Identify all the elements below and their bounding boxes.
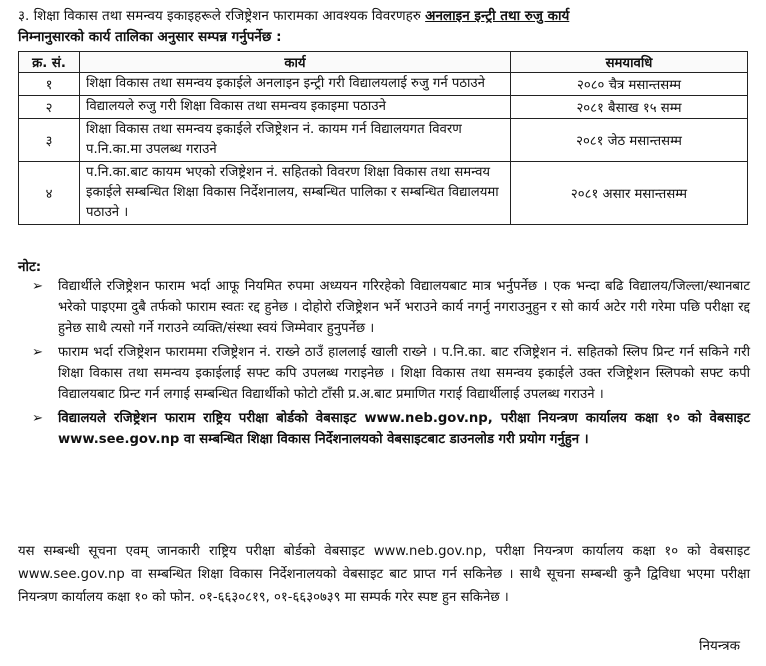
notes-list [18,276,750,453]
table-row [19,119,748,162]
arrow-bullet-icon: ➢ [32,345,44,360]
heading-line2: निम्नानुसारको कार्य तालिका अनुसार सम्पन्न गर्नुपर्नेछ : [18,29,282,45]
row-task: प.नि.का.बाट कायम भएको रजिष्ट्रेशन नं. सहितको विवरण शिक्षा विकास तथा समन्वय इकाईले सम्बन्धित शिक्षा विकास निर्देशनालय, सम्बन्धित पालिका र सम्बन्धित विद्यालयमा पठाउने । [80,162,511,225]
note-item [18,276,750,339]
closing-paragraph: यस सम्बन्धी सूचना एवम् जानकारी राष्ट्रिय परीक्षा बोर्डको वेबसाइट www.neb.gov.np, परीक्षा नियन्त्रण कार्यालय कक्षा १० को वेबसाइट www.see.gov.np वा सम्बन्धित शिक्षा विकास निर्देशनालयको वेबसाइट बाट प्राप्त गर्न सकिनेछ । साथै सूचना सम्बन्धी कुनै द्विविधा भएमा परीक्षा नियन्त्रण कार्यालय कक्षा १० को फोन. ०१-६६३०८१९, ०१-६६३०७३९ मा सम्पर्क गरेर स्पष्ट हुन सकिनेछ । [18,544,750,605]
heading-emphasis: अनलाइन इन्ट्री तथा रुजु कार्य [425,8,570,24]
note-label: नोट: [18,259,42,275]
row-task: शिक्षा विकास तथा समन्वय इकाईले अनलाइन इन्ट्री गरी विद्यालयलाई रुजु गर्न पठाउने [80,73,511,96]
note-item [18,342,750,405]
header-date: समयावधि [511,52,748,73]
heading-prefix: ३. शिक्षा विकास तथा समन्वय इकाइहरूले रजिष्ट्रेशन फारामका आवश्यक विवरणहरु [18,8,426,24]
row-task: शिक्षा विकास तथा समन्वय इकाईले रजिष्ट्रेशन नं. कायम गर्न विद्यालयगत विवरण प.नि.का.मा उपलब्ध गराउने [80,119,511,162]
row-serial: १ [19,73,80,96]
note-item [18,408,750,450]
row-date: २०८१ बैसाख १५ सम्म [511,96,748,119]
schedule-table [18,51,748,225]
note-text: विद्यार्थीले रजिष्ट्रेशन फाराम भर्दा आफू नियमित रुपमा अध्ययन गरिरहेको विद्यालयबाट मात्र भर्नुपर्नेछ । एक भन्दा बढि विद्यालय/जिल्ला/स्थानबाट भरेको पाइएमा दुबै तर्फको फाराम स्वतः रद्द हुनेछ । दोहोरो रजिष्ट्रेशन भर्ने भराउने कार्य नगर्नु नगराउनुहुन र सो कार्य अटेर गरी गरेमा पछि परीक्षा रद्द हुनेछ साथै त्यसो गर्ने गराउने व्यक्ति/संस्था स्वयं जिम्मेवार हुनुपर्नेछ । [58,279,750,336]
header-serial: क्र. सं. [19,52,80,73]
row-serial: ४ [19,162,80,225]
header-task: कार्य [80,52,511,73]
note-text: विद्यालयले रजिष्ट्रेशन फाराम राष्ट्रिय परीक्षा बोर्डको वेबसाइट www.neb.gov.np, परीक्षा नियन्त्रण कार्यालय कक्षा १० को वेबसाइट www.see.gov.np वा सम्बन्धित शिक्षा विकास निर्देशनालयको वेबसाइटबाट डाउनलोड गरी प्रयोग गर्नुहुन । [58,411,750,447]
arrow-bullet-icon: ➢ [32,411,44,426]
arrow-bullet-icon: ➢ [32,279,44,294]
signature: नियन्त्रक [698,638,740,654]
table-row [19,96,748,119]
table-header-row [19,52,748,73]
row-date: २०८० चैत्र मसान्तसम्म [511,73,748,96]
row-serial: २ [19,96,80,119]
row-date: २०८१ जेठ मसान्तसम्म [511,119,748,162]
table-row [19,162,748,225]
section-heading [18,6,750,48]
row-task: विद्यालयले रुजु गरी शिक्षा विकास तथा समन्वय इकाइमा पठाउने [80,96,511,119]
note-text: फाराम भर्दा रजिष्ट्रेशन फाराममा रजिष्ट्रेशन नं. राख्ने ठाउँ हाललाई खाली राख्ने । प.नि.का. बाट रजिष्ट्रेशन नं. सहितको स्लिप प्रिन्ट गर्न सकिने गरी शिक्षा विकास तथा समन्वय इकाईलाई सफ्ट कपि उपलब्ध गराइनेछ । शिक्षा विकास तथा समन्वय इकाईले उक्त रजिष्ट्रेशन स्लिपको सफ्ट कपी विद्यालयबाट प्रिन्ट गर्न लगाई सम्बन्धित विद्यार्थीको फोटो टाँसी प्र.अ.बाट प्रमाणित गराई विद्यार्थीलाई उपलब्ध गराउने । [58,345,750,402]
table-row [19,73,748,96]
row-date: २०८१ असार मसान्तसम्म [511,162,748,225]
row-serial: ३ [19,119,80,162]
